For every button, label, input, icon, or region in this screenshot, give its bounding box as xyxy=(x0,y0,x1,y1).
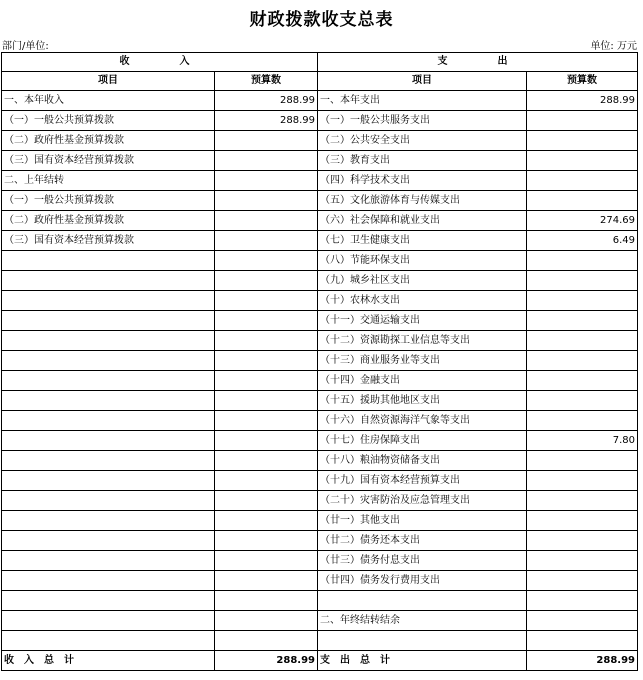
income-total-label: 收 入 总 计 xyxy=(2,651,215,671)
expense-item-cell: （十三）商业服务业等支出 xyxy=(318,351,527,371)
expense-value-cell xyxy=(527,571,638,591)
expense-item-cell: （十七）住房保障支出 xyxy=(318,431,527,451)
expense-value-cell xyxy=(527,531,638,551)
income-value-cell: 288.99 xyxy=(215,111,318,131)
income-item-cell xyxy=(2,451,215,471)
table-row xyxy=(2,531,638,551)
income-value-cell xyxy=(215,131,318,151)
income-item-cell xyxy=(2,591,215,611)
income-item-cell xyxy=(2,351,215,371)
income-item-cell xyxy=(2,571,215,591)
expense-value-cell xyxy=(527,111,638,131)
table-row xyxy=(2,251,638,271)
budget-table xyxy=(1,52,638,671)
income-item-cell xyxy=(2,251,215,271)
income-value-cell xyxy=(215,291,318,311)
expense-value-cell xyxy=(527,131,638,151)
expense-item-cell: （十六）自然资源海洋气象等支出 xyxy=(318,411,527,431)
expense-total-value: 288.99 xyxy=(527,651,638,671)
income-item-cell xyxy=(2,331,215,351)
income-item-cell xyxy=(2,271,215,291)
expense-value-cell xyxy=(527,611,638,631)
expense-value-cell xyxy=(527,471,638,491)
table-row xyxy=(2,551,638,571)
table-row xyxy=(2,571,638,591)
income-value-cell xyxy=(215,631,318,651)
expense-value-cell xyxy=(527,631,638,651)
table-row xyxy=(2,171,638,191)
income-value-cell xyxy=(215,151,318,171)
income-value-cell xyxy=(215,511,318,531)
expense-value-cell xyxy=(527,311,638,331)
income-value-cell xyxy=(215,171,318,191)
table-row xyxy=(2,511,638,531)
expense-item-cell: 一、本年支出 xyxy=(318,91,527,111)
income-item-cell xyxy=(2,411,215,431)
table-row xyxy=(2,191,638,211)
income-item-cell xyxy=(2,531,215,551)
table-row xyxy=(2,631,638,651)
expense-item-cell: （三）教育支出 xyxy=(318,151,527,171)
income-value-cell xyxy=(215,531,318,551)
expense-item-cell: （十一）交通运输支出 xyxy=(318,311,527,331)
expense-value-cell xyxy=(527,291,638,311)
expense-item-cell: （五）文化旅游体育与传媒支出 xyxy=(318,191,527,211)
income-value-cell xyxy=(215,591,318,611)
expense-item-cell: （十四）金融支出 xyxy=(318,371,527,391)
table-row xyxy=(2,311,638,331)
income-value-cell xyxy=(215,351,318,371)
expense-item-cell: （六）社会保障和就业支出 xyxy=(318,211,527,231)
expense-value-cell xyxy=(527,191,638,211)
income-item-cell: （二）政府性基金预算拨款 xyxy=(2,131,215,151)
expense-value-cell: 7.80 xyxy=(527,431,638,451)
expense-item-cell: （八）节能环保支出 xyxy=(318,251,527,271)
income-section-header: 收 入 xyxy=(2,53,318,72)
expense-total-label: 支 出 总 计 xyxy=(318,651,527,671)
table-row xyxy=(2,231,638,251)
table-row xyxy=(2,451,638,471)
section-header-row xyxy=(2,53,638,72)
expense-item-cell: （四）科学技术支出 xyxy=(318,171,527,191)
table-row xyxy=(2,111,638,131)
expense-section-header: 支 出 xyxy=(318,53,638,72)
table-row xyxy=(2,411,638,431)
expense-value-cell xyxy=(527,391,638,411)
expense-item-cell: （十九）国有资本经营预算支出 xyxy=(318,471,527,491)
expense-item-cell: 二、年终结转结余 xyxy=(318,611,527,631)
expense-item-cell: （十五）援助其他地区支出 xyxy=(318,391,527,411)
expense-item-cell xyxy=(318,591,527,611)
expense-value-cell xyxy=(527,331,638,351)
expense-value-cell xyxy=(527,351,638,371)
table-row xyxy=(2,491,638,511)
table-row xyxy=(2,291,638,311)
expense-item-cell: （廿三）债务付息支出 xyxy=(318,551,527,571)
income-value-cell xyxy=(215,331,318,351)
table-row xyxy=(2,151,638,171)
column-header-row xyxy=(2,72,638,91)
expense-value-cell xyxy=(527,491,638,511)
expense-item-cell: （九）城乡社区支出 xyxy=(318,271,527,291)
expense-item-cell: （廿一）其他支出 xyxy=(318,511,527,531)
expense-item-cell: （廿四）债务发行费用支出 xyxy=(318,571,527,591)
income-value-cell xyxy=(215,611,318,631)
income-total-value: 288.99 xyxy=(215,651,318,671)
income-item-cell: （二）政府性基金预算拨款 xyxy=(2,211,215,231)
income-value-cell xyxy=(215,551,318,571)
income-value-cell xyxy=(215,371,318,391)
expense-item-cell: （廿二）债务还本支出 xyxy=(318,531,527,551)
income-item-cell xyxy=(2,471,215,491)
expense-value-cell xyxy=(527,411,638,431)
table-row xyxy=(2,351,638,371)
expense-value-cell xyxy=(527,551,638,571)
income-item-cell xyxy=(2,611,215,631)
expense-value-cell xyxy=(527,251,638,271)
income-item-cell: 二、上年结转 xyxy=(2,171,215,191)
income-value-cell xyxy=(215,411,318,431)
table-row xyxy=(2,131,638,151)
table-row xyxy=(2,471,638,491)
income-item-cell: （三）国有资本经营预算拨款 xyxy=(2,151,215,171)
income-value-cell xyxy=(215,431,318,451)
income-item-cell xyxy=(2,631,215,651)
expense-value-cell xyxy=(527,271,638,291)
expense-item-header: 项目 xyxy=(318,72,527,91)
expense-value-cell xyxy=(527,451,638,471)
expense-item-cell: （十二）资源勘探工业信息等支出 xyxy=(318,331,527,351)
income-item-header: 项目 xyxy=(2,72,215,91)
income-value-cell xyxy=(215,471,318,491)
income-value-cell xyxy=(215,391,318,411)
expense-value-cell xyxy=(527,591,638,611)
income-value-cell xyxy=(215,491,318,511)
income-value-cell xyxy=(215,571,318,591)
table-row xyxy=(2,211,638,231)
expense-item-cell: （十八）粮油物资储备支出 xyxy=(318,451,527,471)
table-row xyxy=(2,611,638,631)
income-item-cell xyxy=(2,311,215,331)
expense-value-cell: 274.69 xyxy=(527,211,638,231)
income-item-cell xyxy=(2,291,215,311)
income-item-cell xyxy=(2,371,215,391)
income-value-cell xyxy=(215,231,318,251)
income-value-cell xyxy=(215,311,318,331)
income-item-cell: （一）一般公共预算拨款 xyxy=(2,111,215,131)
expense-value-cell xyxy=(527,151,638,171)
table-row xyxy=(2,331,638,351)
table-row xyxy=(2,391,638,411)
expense-item-cell: （二十）灾害防治及应急管理支出 xyxy=(318,491,527,511)
income-item-cell xyxy=(2,431,215,451)
table-row xyxy=(2,591,638,611)
income-item-cell: （三）国有资本经营预算拨款 xyxy=(2,231,215,251)
income-budget-header: 预算数 xyxy=(215,72,318,91)
expense-value-cell: 6.49 xyxy=(527,231,638,251)
expense-item-cell: （十）农林水支出 xyxy=(318,291,527,311)
expense-value-cell xyxy=(527,511,638,531)
report-title: 财政拨款收支总表 xyxy=(249,10,394,30)
expense-item-cell xyxy=(318,631,527,651)
expense-item-cell: （七）卫生健康支出 xyxy=(318,231,527,251)
expense-value-cell xyxy=(527,371,638,391)
unit-label: 单位: 万元 xyxy=(590,41,637,52)
income-item-cell xyxy=(2,511,215,531)
expense-item-cell: （一）一般公共服务支出 xyxy=(318,111,527,131)
income-item-cell xyxy=(2,551,215,571)
table-row xyxy=(2,371,638,391)
income-item-cell: （一）一般公共预算拨款 xyxy=(2,191,215,211)
table-row xyxy=(2,91,638,111)
income-item-cell: 一、本年收入 xyxy=(2,91,215,111)
income-item-cell xyxy=(2,391,215,411)
expense-budget-header: 预算数 xyxy=(527,72,638,91)
income-value-cell xyxy=(215,251,318,271)
table-row xyxy=(2,431,638,451)
table-row xyxy=(2,271,638,291)
income-item-cell xyxy=(2,491,215,511)
department-label: 部门/单位: xyxy=(2,41,49,52)
totals-row xyxy=(2,651,638,671)
income-value-cell xyxy=(215,451,318,471)
expense-value-cell: 288.99 xyxy=(527,91,638,111)
expense-value-cell xyxy=(527,171,638,191)
income-value-cell xyxy=(215,191,318,211)
income-value-cell xyxy=(215,271,318,291)
income-value-cell: 288.99 xyxy=(215,91,318,111)
income-value-cell xyxy=(215,211,318,231)
expense-item-cell: （二）公共安全支出 xyxy=(318,131,527,151)
